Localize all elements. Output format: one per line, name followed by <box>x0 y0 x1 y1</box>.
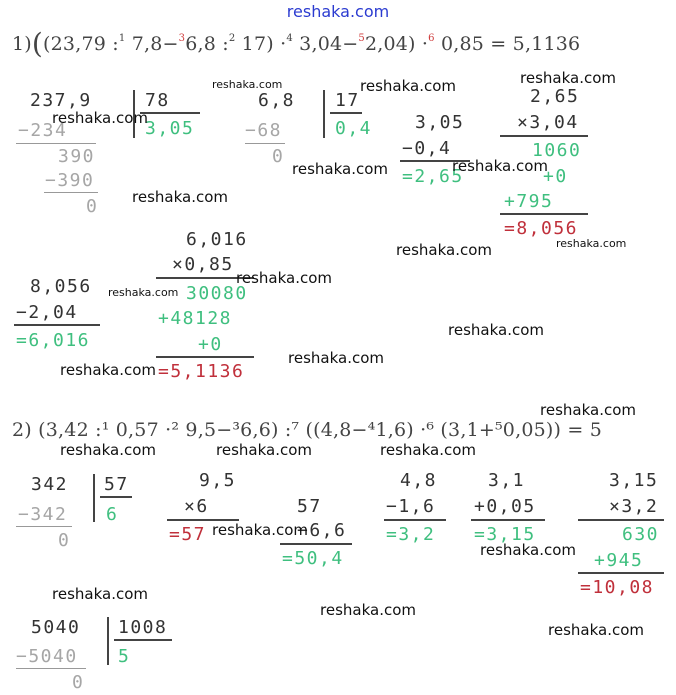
divisor: 78 <box>145 90 170 111</box>
problem-2-number: 2) <box>12 419 32 441</box>
watermark: reshaka.com <box>236 269 332 287</box>
watermark: reshaka.com <box>396 241 492 259</box>
watermark: reshaka.com <box>540 401 636 419</box>
watermark: reshaka.com <box>132 188 228 206</box>
site-header[interactable]: reshaka.com <box>286 2 390 21</box>
dividend: 6,8 <box>258 90 296 111</box>
watermark: reshaka.com <box>452 157 548 175</box>
watermark: reshaka.com <box>212 78 283 91</box>
watermark: reshaka.com <box>212 521 308 539</box>
watermark: reshaka.com <box>320 601 416 619</box>
quotient: 0,4 <box>335 118 373 139</box>
watermark: reshaka.com <box>380 441 476 459</box>
dividend: 237,9 <box>30 90 92 111</box>
divisor: 17 <box>335 90 360 111</box>
problem-1-number: 1) <box>12 33 32 55</box>
watermark: reshaka.com <box>292 160 388 178</box>
problem-1-expression: 1)((23,79 :$^1$ 7,8−$^3$6,8 :$^2$ 17) ·$^4$ 3,04−$^5$2,04) ·$^6$ 0,85 = 5,1136 <box>12 27 581 60</box>
watermark: reshaka.com <box>52 585 148 603</box>
watermark: reshaka.com <box>360 77 456 95</box>
watermark: reshaka.com <box>480 541 576 559</box>
watermark: reshaka.com <box>448 321 544 339</box>
problem-2-expression: 2) (3,42 :¹ 0,57 ·² 9,5−³6,6) :⁷ ((4,8−⁴1,6) ·⁶ (3,1+⁵0,05)) = 5 <box>12 419 603 441</box>
watermark: reshaka.com <box>520 69 616 87</box>
watermark: reshaka.com <box>52 109 148 127</box>
watermark: reshaka.com <box>556 237 627 250</box>
subtrahend: −234 <box>18 120 68 141</box>
watermark: reshaka.com <box>288 349 384 367</box>
watermark: reshaka.com <box>108 286 179 299</box>
quotient: 3,05 <box>145 118 195 139</box>
watermark: reshaka.com <box>60 441 156 459</box>
watermark: reshaka.com <box>548 621 644 639</box>
watermark: reshaka.com <box>60 361 156 379</box>
watermark: reshaka.com <box>216 441 312 459</box>
